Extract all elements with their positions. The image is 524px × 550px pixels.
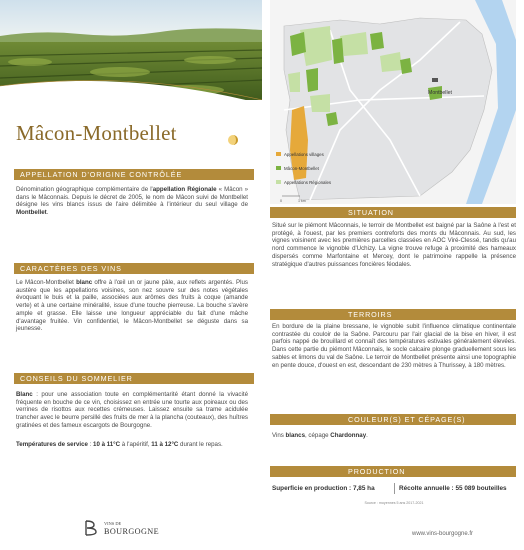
town-marker — [432, 78, 438, 82]
legend-swatch-montbellet — [276, 166, 281, 170]
superficie: Superficie en production : 7,85 ha — [272, 485, 375, 492]
legend-montbellet: Mâcon-Montbellet — [284, 166, 319, 171]
sommelier-heading: CONSEILS DU SOMMELIER — [14, 373, 254, 384]
legend-village: Appellations villages — [284, 152, 324, 157]
terroir-map — [270, 0, 516, 204]
couleurs-text: Vins blancs, cépage Chardonnay. — [272, 432, 368, 439]
production-figures — [272, 485, 516, 492]
caracteres-text: Le Mâcon-Montbellet blanc offre à l'œil un or jaune pâle, aux reflets argentés. Plus austère que les appellations voisines, son nez souvre sur des notes végétales évoquant le buis et la paille, associées aux arômes des fruits à coque (amande verte) et à une certaine minéralité, issue d'une touche pierreuse. La bouche s'avère ample et grasse. Elle laisse une longueur appréciable du fait d'une mâche d'avantage fruitée. Vin confidentiel, le Mâcon-Montbellet se déguste dans sa jeunesse. — [16, 279, 248, 333]
aoc-heading: APPELLATION D'ORIGINE CONTRÔLÉE — [14, 169, 254, 180]
terroirs-heading: TERROIRS — [270, 309, 516, 320]
wine-title: Mâcon-Montbellet — [16, 121, 177, 145]
b-monogram-icon — [86, 521, 96, 535]
caracteres-heading: CARACTÈRES DES VINS — [14, 263, 254, 274]
scale-end: 1 km — [298, 199, 306, 203]
service-temperatures: Températures de service : 10 à 11°C à l'apéritif, 11 à 12°C durant le repas. — [16, 441, 223, 448]
right-column — [262, 0, 524, 550]
website-link[interactable]: www.vins-bourgogne.fr — [412, 531, 474, 537]
situation-heading: SITUATION — [270, 207, 516, 218]
scale-start: 0 — [280, 199, 282, 203]
legend-swatch-regional — [276, 180, 281, 184]
vineyard-photo — [0, 0, 262, 100]
terroirs-text: En bordure de la plaine bressane, le vignoble subit l'influence climatique continentale contrastée du couloir de la Saône. Parcouru par l'air glacial de la bise en hiver, il est parfois nappé de brouillard et connaît des températures estivales généralement élevées. Dans cette partie du piémont Mâconnais, le socle calcaire plonge graduellement sous les sables et limons du val de Saône. Le terroir de Montbellet présente ainsi une topographie en pente douce, d'ouest en est, descendant de 230 mètres à Thurissey, à 180 mètres. — [272, 323, 516, 369]
couleurs-heading: COULEUR(S) ET CÉPAGE(S) — [270, 414, 516, 425]
situation-text: Situé sur le piémont Mâconnais, le terroir de Montbellet est baigné par la Saône à l'est et protégé, à l'ouest, par les premiers contreforts des monts du Mâconnais. Au sud, les vignes voisinent avec les premières parcelles classées en AOC Viré-Clessé, tandis qu'au nord commence le vignoble d'Uchizy. La vigne trouve refuge à proximité des hameaux dispersés comme Marfontaine et Mercey, dont le patrimoine rappelle la présence stratégique d'autres puissances foncières féodales. — [272, 222, 516, 268]
aoc-text: Dénomination géographique complémentaire de l'appellation Régionale « Mâcon » dans le Mâconnais. Depuis le décret de 2005, le nom de Mâcon suivi de Montbellet désigne les vins blancs issus de l'aire délimitée à l'intérieur du seul village de Montbellet. — [16, 186, 248, 217]
grape-logo-icon — [227, 134, 239, 146]
vins-de-bourgogne-logo — [82, 517, 182, 539]
town-label: Montbellet — [428, 90, 452, 96]
legend-regional: Appellations Régionales — [284, 180, 332, 185]
production-divider — [394, 483, 395, 494]
sommelier-text: Blanc : pour une association toute en complémentarité étant donné la vivacité fréquente en bouche de ce vin, choisissez en entrée une tourte aux poireaux ou des verrines de risottos aux recettes crémeuses. Laissez ensuite sa trame acidulée trancher avec le beurre persillé des fruits de mer à la plancha (couteaux), des huîtres gratinées et des fameux escargots de Bourgogne. — [16, 391, 248, 429]
production-source: Source : moyennes 5 ans 2017-2021 — [364, 501, 424, 505]
svg-text:VINS DE: VINS DE — [104, 521, 122, 526]
legend-swatch-village — [276, 152, 281, 156]
svg-text:BOURGOGNE: BOURGOGNE — [104, 527, 159, 536]
production-heading: PRODUCTION — [270, 466, 516, 477]
recolte: Récolte annuelle : 55 089 bouteilles — [399, 485, 507, 492]
